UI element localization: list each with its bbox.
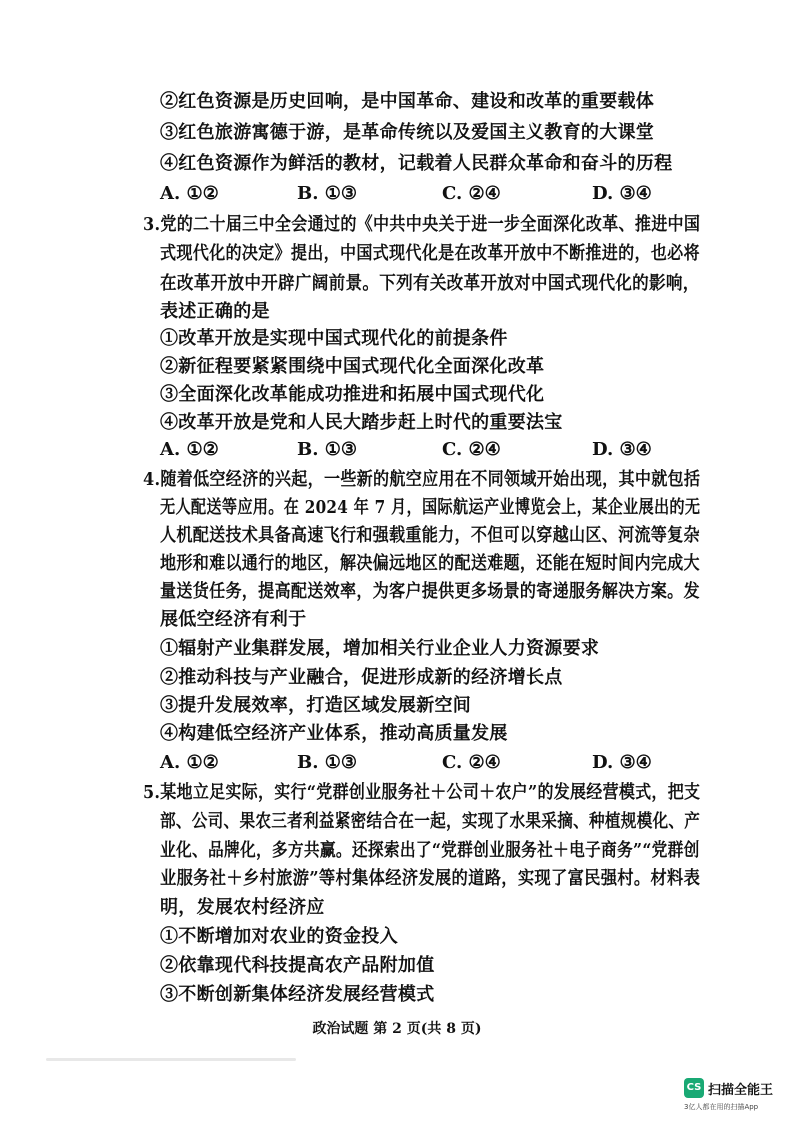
q3-stem-line-2: 式现代化的决定》提出，中国式现代化是在改革开放中不断推进的，也必将 [160, 243, 700, 264]
scan-smudge [46, 1058, 296, 1061]
q4-option-a: A. ①② [160, 752, 219, 773]
q4-stem-line-3: 人机配送技术具备高速飞行和强载重能力，不但可以穿越山区、河流等复杂 [160, 525, 700, 546]
q4-option-c: C. ②④ [442, 752, 501, 773]
q5-stem-line-1: 5.某地立足实际，实行“党群创业服务社＋公司＋农户”的发展经营模式，把支 [143, 782, 701, 803]
q4-item-3: ③提升发展效率，打造区域发展新空间 [160, 695, 472, 716]
page-footer: 政治试题 第 2 页(共 8 页) [312, 1021, 482, 1037]
q5-stem-line-2: 部、公司、果农三者利益紧密结合在一起，实现了水果采摘、种植规模化、产 [160, 811, 701, 832]
q5-item-1: ①不断增加对农业的资金投入 [160, 926, 398, 947]
scanner-watermark [684, 1078, 788, 1118]
q2-item-2: ②红色资源是历史回响，是中国革命、建设和改革的重要载体 [160, 91, 655, 112]
q4-option-b: B. ①③ [297, 752, 358, 773]
q5-item-3: ③不断创新集体经济发展经营模式 [160, 984, 435, 1005]
q4-option-d: D. ③④ [592, 752, 652, 773]
scanner-tagline: 3亿人都在用的扫描App [684, 1103, 759, 1111]
q2-item-3: ③红色旅游寓德于游，是革命传统以及爱国主义教育的大课堂 [160, 122, 655, 143]
q4-stem-line-5: 量送货任务，提高配送效率，为客户提供更多场景的寄递服务解决方案。发 [160, 581, 700, 602]
q4-stem-line-6: 展低空经济有利于 [160, 609, 307, 630]
q3-item-2: ②新征程要紧紧围绕中国式现代化全面深化改革 [160, 356, 545, 377]
q3-option-c: C. ②④ [442, 439, 501, 460]
q3-item-1: ①改革开放是实现中国式现代化的前提条件 [160, 328, 508, 349]
q3-options [0, 438, 794, 462]
camscanner-logo-icon: CS [684, 1078, 704, 1098]
q5-stem-line-3: 业化、品牌化，多方共赢。还探索出了“党群创业服务社＋电子商务”“党群创 [160, 840, 700, 861]
q4-stem-line-1: 4.随着低空经济的兴起，一些新的航空应用在不同领域开始出现，其中就包括 [143, 469, 701, 490]
q2-item-4: ④红色资源作为鲜活的教材，记载着人民群众革命和奋斗的历程 [160, 153, 673, 174]
q2-options [0, 182, 794, 206]
q4-item-4: ④构建低空经济产业体系，推动高质量发展 [160, 723, 508, 744]
q5-stem-line-4: 业服务社＋乡村旅游”等村集体经济发展的道路，实现了富民强村。材料表 [160, 868, 701, 889]
q2-option-a: A. ①② [160, 183, 219, 204]
q3-stem-line-3: 在改革开放中开辟广阔前景。下列有关改革开放对中国式现代化的影响， [160, 273, 700, 294]
q3-option-b: B. ①③ [297, 439, 358, 460]
q2-option-b: B. ①③ [297, 183, 358, 204]
q3-option-a: A. ①② [160, 439, 219, 460]
q4-item-1: ①辐射产业集群发展，增加相关行业企业人力资源要求 [160, 638, 600, 659]
q3-option-d: D. ③④ [592, 439, 652, 460]
q4-item-2: ②推动科技与产业融合，促进形成新的经济增长点 [160, 667, 563, 688]
q3-item-3: ③全面深化改革能成功推进和拓展中国式现代化 [160, 384, 545, 405]
q5-item-2: ②依靠现代科技提高农产品附加值 [160, 955, 435, 976]
q3-stem-line-1: 3.党的二十届三中全会通过的《中共中央关于进一步全面深化改革、推进中国 [143, 214, 701, 235]
q4-stem-line-2: 无人配送等应用。在 2024 年 7 月，国际航运产业博览会上，某企业展出的无 [160, 497, 701, 518]
q3-stem-line-4: 表述正确的是 [160, 301, 270, 322]
scanner-app-name: 扫描全能王 [708, 1083, 774, 1098]
q4-stem-line-4: 地形和难以通行的地区，解决偏远地区的配送难题，还能在短时间内完成大 [160, 553, 700, 574]
q3-item-4: ④改革开放是党和人民大踏步赶上时代的重要法宝 [160, 412, 563, 433]
q2-option-c: C. ②④ [442, 183, 501, 204]
q4-options [0, 751, 794, 775]
q2-option-d: D. ③④ [592, 183, 652, 204]
q5-stem-line-5: 明，发展农村经济应 [160, 897, 325, 918]
